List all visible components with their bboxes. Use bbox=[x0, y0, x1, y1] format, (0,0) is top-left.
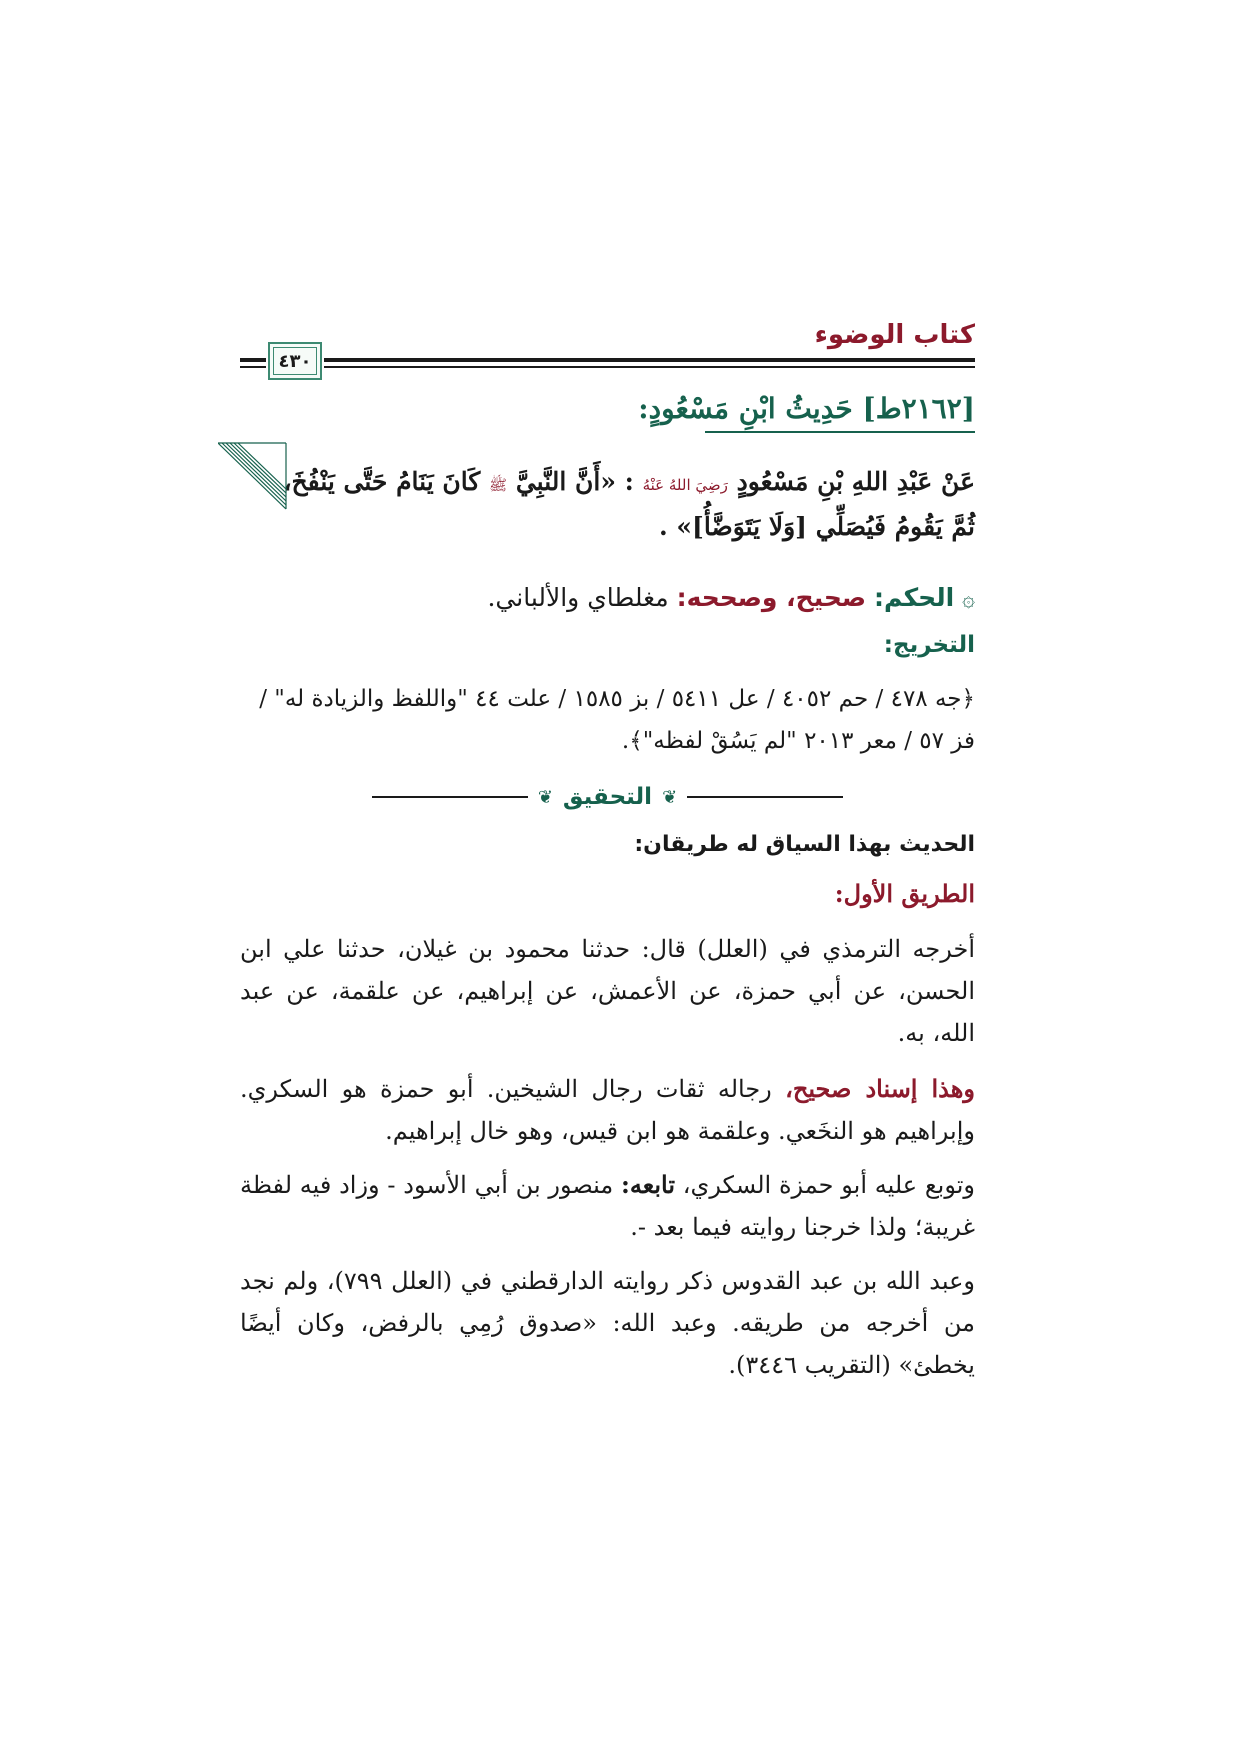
page-header bbox=[240, 300, 975, 382]
page-number: ٤٣٠ bbox=[273, 347, 317, 375]
ornament-icon: ❦ bbox=[537, 786, 553, 808]
hukm-line bbox=[240, 578, 975, 620]
book-title: كتاب الوضوء bbox=[814, 320, 975, 350]
salawat-honorific: ﷺ bbox=[488, 476, 508, 494]
paragraph-text: منصور بن أبي الأسود - وزاد فيه لفظة غريبة؛ ولذا خرجنا روايته فيما بعد -. bbox=[240, 1171, 975, 1241]
document-page bbox=[240, 300, 975, 1620]
header-rule bbox=[324, 366, 975, 368]
takhrij-text: ﴿جه ٤٧٨ / حم ٤٠٥٢ / عل ٥٤١١ / بز ١٥٨٥ / علت ٤٤ "واللفظ والزيادة له" / فز ٥٧ / معر ٢٠١٣ "لم يَسُقْ لفظه"﴾. bbox=[259, 686, 975, 754]
paragraph-text: وتوبع عليه أبو حمزة السكري، bbox=[675, 1171, 976, 1199]
hadith-text-part1: أَنَّ النَّبِيَّ bbox=[515, 467, 601, 496]
flower-icon: ۞ bbox=[962, 587, 975, 612]
narrator: عَنْ عَبْدِ اللهِ بْنِ مَسْعُودٍ bbox=[736, 467, 975, 496]
separator-line bbox=[372, 796, 527, 798]
page-number-frame bbox=[268, 342, 322, 380]
tahqiq-title: التحقيق bbox=[562, 784, 653, 810]
tahqiq-separator bbox=[373, 784, 843, 810]
hadith-text bbox=[260, 461, 975, 548]
corner-ornament-icon bbox=[218, 441, 288, 511]
hadith-text-part2: كَانَ يَنَامُ حَتَّى يَنْفُخَ، ثُمَّ يَقُومُ فَيُصَلِّي [وَلَا يَتَوَضَّأُ] bbox=[283, 467, 975, 541]
hadith-heading: [٢١٦٢ط] حَدِيثُ ابْنِ مَسْعُودٍ: bbox=[638, 392, 975, 425]
hukm-scholars: مغلطاي والألباني. bbox=[487, 583, 669, 612]
paragraph bbox=[240, 1068, 975, 1152]
header-rule bbox=[324, 358, 975, 362]
paragraph bbox=[240, 1164, 975, 1248]
radiya-honorific: رَضِيَ اللهُ عَنْهُ bbox=[642, 476, 728, 494]
separator-line bbox=[687, 796, 842, 798]
quote-close: » . bbox=[659, 512, 693, 541]
isnad-verdict: وهذا إسناد صحيح، bbox=[785, 1074, 976, 1103]
paragraph: أخرجه الترمذي في (العلل) قال: حدثنا محمود بن غيلان، حدثنا علي ابن الحسن، عن أبي حمزة، عن الأعمش، عن إبراهيم، عن علقمة، عن عبد الله، به. bbox=[240, 935, 975, 1047]
paragraph-text: رجاله ثقات رجال الشيخين. أبو حمزة هو السكري. وإبراهيم هو النخَعي. وعلقمة هو ابن قيس، وهو خال إبراهيم. bbox=[240, 1075, 975, 1145]
takhrij-title: التخريج: bbox=[883, 632, 975, 658]
tabaahu-label: تابعه: bbox=[621, 1170, 676, 1199]
tariq-heading: الطريق الأول: bbox=[834, 879, 975, 908]
quote-open: : « bbox=[600, 467, 634, 496]
paragraph: وعبد الله بن عبد القدوس ذكر روايته الدارقطني في (العلل ٧٩٩)، ولم نجد من أخرجه من طريقه. وعبد الله: «صدوق رُمِي بالرفض، وكان أيضًا يخطئ» (التقريب ٣٤٤٦). bbox=[240, 1267, 975, 1379]
heading-underline bbox=[705, 431, 975, 433]
hukm-value: صحيح، وصححه: bbox=[676, 583, 867, 612]
turuq-heading: الحديث بهذا السياق له طريقان: bbox=[634, 832, 975, 857]
header-rule bbox=[240, 366, 266, 368]
hukm-label: الحكم: bbox=[874, 583, 955, 612]
header-rule bbox=[240, 358, 266, 362]
hadith-matn-box bbox=[240, 461, 975, 548]
ornament-icon: ❦ bbox=[662, 786, 678, 808]
